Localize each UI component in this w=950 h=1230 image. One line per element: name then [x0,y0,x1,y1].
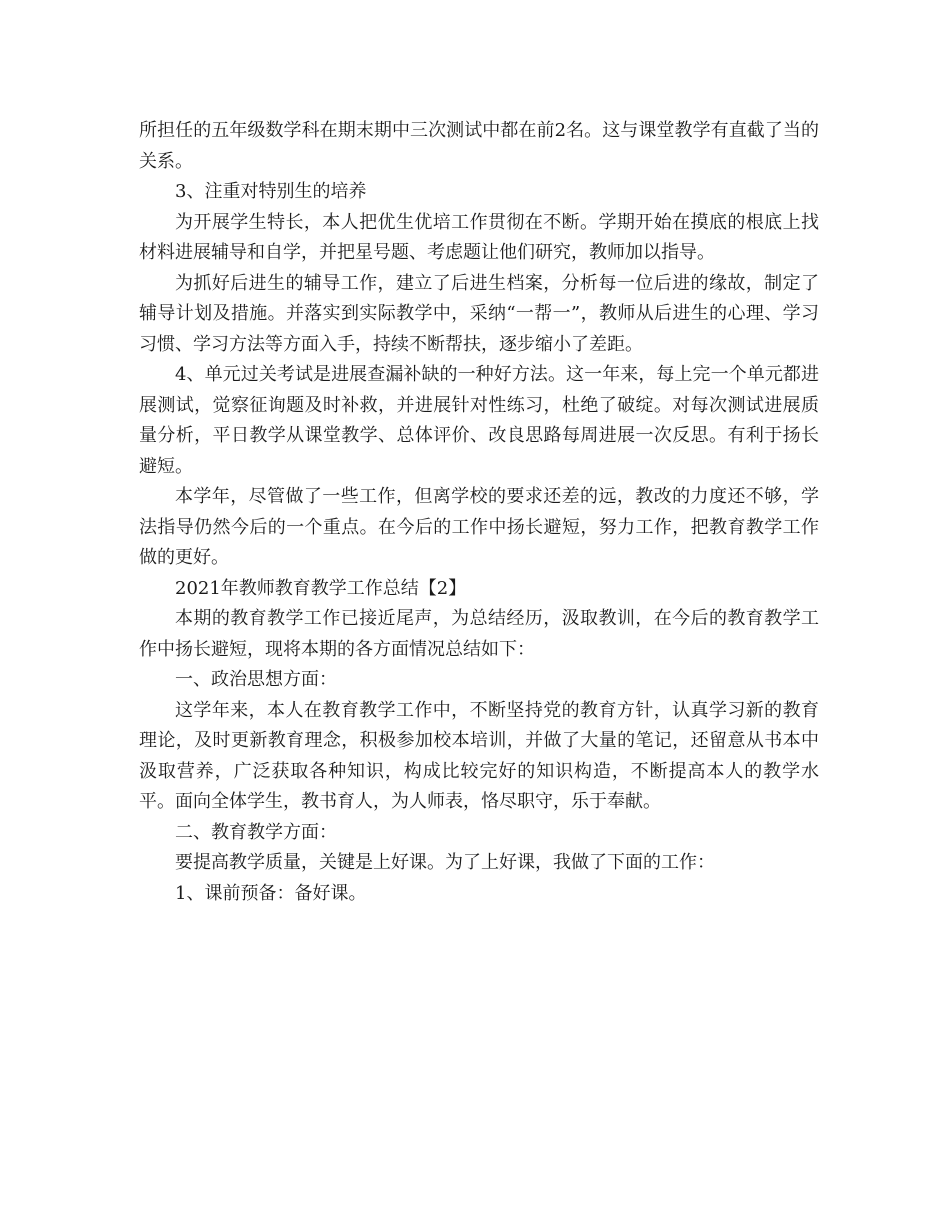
paragraph-13: 1、课前预备：备好课。 [175,882,367,904]
paragraph-5: 4、单元过关考试是进展查漏补缺的一种好方法。这一年来，每上完一个单元都进展测试，觉察征询题及时补救，并进展针对性练习，杜绝了破绽。对每次测试进展质量分析，平日教学从课堂教学、总体评价、改良思路每周进展一次反思。有利于扬长避短。 [139,364,819,477]
paragraph-2-heading: 3、注重对特别生的培养 [175,181,367,202]
heading-political: 一、政治思想方面： [175,669,337,690]
paragraph-3: 为开展学生特长，本人把优生优培工作贯彻在不断。学期开始在摸底的根底上找材料进展辅导和自学，并把星号题、考虑题让他们研究，教师加以指导。 [139,211,819,263]
paragraph-4: 为抓好后进生的辅导工作，建立了后进生档案，分析每一位后进的缘故，制定了辅导计划及措施。并落实到实际教学中，采纳“一帮一”，教师从后进生的心理、学习习惯、学习方法等方面入手，持续不断帮扶，逐步缩小了差距。 [139,272,819,355]
heading-teaching: 二、教育教学方面： [175,821,337,843]
paragraph-12: 要提高教学质量，关键是上好课。为了上好课，我做了下面的工作： [175,852,715,873]
paragraph-6: 本学年，尽管做了一些工作，但离学校的要求还差的远，教改的力度还不够，学法指导仍然今后的一个重点。在今后的工作中扬长避短，努力工作，把教育教学工作做的更好。 [139,486,819,568]
section-title-2: 2021年教师教育教学工作总结【2】 [175,577,467,599]
paragraph-10: 这学年来，本人在教育教学工作中，不断坚持党的教育方针，认真学习新的教育理论，及时更新教育理念，积极参加校本培训，并做了大量的笔记，还留意从书本中汲取营养，广泛获取各种知识，构成比较完好的知识构造，不断提高本人的教学水平。面向全体学生，教书育人，为人师表，恪尽职守，乐于奉献。 [139,699,819,812]
paragraph-1: 所担任的五年级数学科在期末期中三次测试中都在前2名。这与课堂教学有直截了当的关系。 [139,120,819,172]
paragraph-8: 本期的教育教学工作已接近尾声，为总结经历，汲取教训，在今后的教育教学工作中扬长避短，现将本期的各方面情况总结如下： [139,608,819,660]
document-body [139,116,819,909]
